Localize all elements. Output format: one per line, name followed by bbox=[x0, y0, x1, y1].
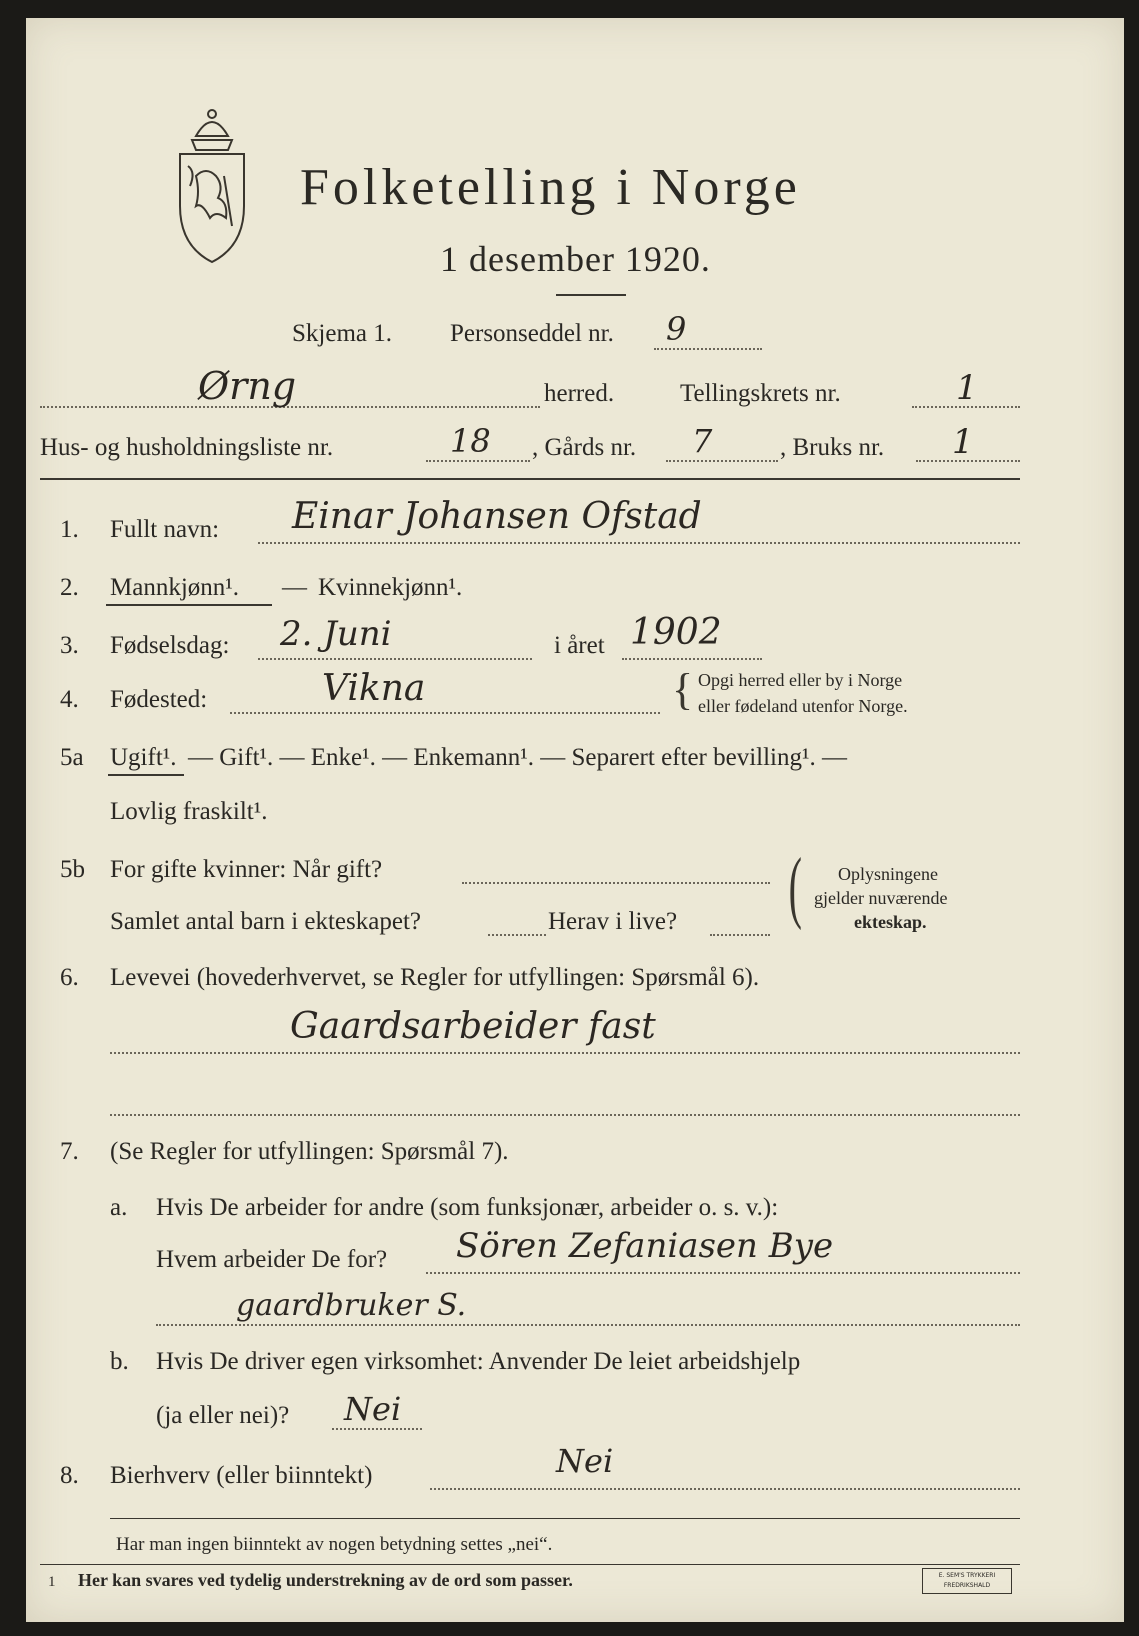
footnote-divider bbox=[40, 1564, 1020, 1565]
q7b-question: (ja eller nei)? bbox=[156, 1402, 290, 1429]
gards-label: , Gårds nr. bbox=[532, 434, 637, 461]
q1-label: Fullt navn: bbox=[110, 516, 220, 543]
q7a-question: Hvem arbeider De for? bbox=[156, 1246, 388, 1273]
q6-line-1 bbox=[110, 1052, 1020, 1054]
personseddel-value: 9 bbox=[666, 310, 687, 348]
q5a-number: 5a bbox=[60, 744, 84, 771]
q7a-line-1 bbox=[426, 1272, 1020, 1274]
q7a-employer-title: gaardbruker S. bbox=[236, 1288, 467, 1323]
skjema-label: Skjema 1. bbox=[292, 320, 392, 347]
footer-divider bbox=[110, 1518, 1020, 1519]
q6-label: Levevei (hovederhvervet, se Regler for utfyllingen: Spørsmål 6). bbox=[110, 964, 760, 991]
form-title: Folketelling i Norge bbox=[300, 159, 801, 216]
q7a-line-2 bbox=[156, 1324, 1020, 1326]
q7-number: 7. bbox=[60, 1138, 79, 1165]
q6-number: 6. bbox=[60, 964, 79, 991]
q4-note-line1: Opgi herred eller by i Norge bbox=[698, 670, 903, 690]
q5b-children-line bbox=[488, 934, 546, 936]
q7b-letter: b. bbox=[110, 1348, 129, 1375]
q5a-options: — Gift¹. — Enke¹. — Enkemann¹. — Separert efter bevilling¹. — bbox=[188, 744, 847, 771]
q5b-children-alive: Herav i live? bbox=[548, 908, 678, 935]
q3-line bbox=[258, 658, 532, 660]
q7b-text: Hvis De driver egen virksomhet: Anvender De leiet arbeidshjelp bbox=[156, 1348, 801, 1375]
coat-of-arms-icon bbox=[166, 106, 258, 266]
herred-value: Ørng bbox=[198, 364, 297, 408]
q2-male: Mannkjønn¹. bbox=[110, 574, 240, 601]
q2-female: Kvinnekjønn¹. bbox=[318, 574, 463, 601]
q8-line bbox=[430, 1488, 1020, 1490]
q7a-text: Hvis De arbeider for andre (som funksjonær, arbeider o. s. v.): bbox=[156, 1194, 779, 1221]
q7b-answer: Nei bbox=[344, 1390, 402, 1428]
q5b-alive-line bbox=[710, 934, 770, 936]
bruks-value: 1 bbox=[952, 422, 974, 462]
q5b-married-when: For gifte kvinner: Når gift? bbox=[110, 856, 383, 883]
footer-note: Har man ingen biinntekt av nogen betydning settes „nei“. bbox=[116, 1534, 553, 1555]
q4-note-line2: eller fødeland utenfor Norge. bbox=[698, 696, 908, 716]
q2-male-underline bbox=[106, 604, 272, 606]
q1-line bbox=[258, 542, 1020, 544]
q5b-note-3: ekteskap. bbox=[854, 912, 927, 932]
q4-number: 4. bbox=[60, 686, 79, 713]
tellingskrets-value: 1 bbox=[956, 368, 978, 408]
q3-label: Fødselsdag: bbox=[110, 632, 230, 659]
q8-label: Bierhverv (eller biinntekt) bbox=[110, 1462, 373, 1489]
q1-number: 1. bbox=[60, 516, 79, 543]
q4-birthplace: Vikna bbox=[322, 668, 426, 709]
footnote-number: 1 bbox=[48, 1574, 56, 1590]
gards-value: 7 bbox=[692, 422, 713, 460]
q7a-employer: Sören Zefaniasen Bye bbox=[456, 1226, 834, 1266]
q3-year-line bbox=[622, 658, 762, 660]
q5a-lovlig-fraskilt: Lovlig fraskilt¹. bbox=[110, 798, 268, 825]
husliste-value: 18 bbox=[450, 422, 491, 460]
personseddel-label: Personseddel nr. bbox=[450, 320, 614, 347]
q5b-married-line bbox=[462, 882, 770, 884]
husliste-line bbox=[426, 460, 530, 462]
q5b-note-2: gjelder nuværende bbox=[814, 888, 948, 908]
printer-stamp bbox=[922, 1568, 1012, 1594]
printer-stamp-line2: FREDRIKSHALD bbox=[943, 1582, 991, 1589]
q4-line bbox=[230, 712, 660, 714]
q5b-note-1: Oplysningene bbox=[838, 864, 938, 884]
q2-number: 2. bbox=[60, 574, 79, 601]
q5a-ugift: Ugift¹. bbox=[110, 744, 177, 771]
q3-number: 3. bbox=[60, 632, 79, 659]
q8-answer: Nei bbox=[556, 1442, 614, 1480]
printer-stamp-line1: E. SEM'S TRYKKERI bbox=[938, 1572, 996, 1579]
form-date: 1 desember 1920. bbox=[440, 239, 711, 279]
q7a-letter: a. bbox=[110, 1194, 128, 1221]
q5b-bracket: ( bbox=[788, 843, 802, 931]
q1-full-name: Einar Johansen Ofstad bbox=[292, 496, 702, 537]
title-divider bbox=[556, 294, 626, 296]
personseddel-line bbox=[654, 348, 762, 350]
header-divider bbox=[40, 478, 1020, 480]
q4-label: Fødested: bbox=[110, 686, 208, 713]
q4-brace: { bbox=[672, 665, 694, 714]
q5a-ugift-underline bbox=[108, 774, 184, 776]
q3-year-label: i året bbox=[554, 632, 605, 659]
bruks-label: , Bruks nr. bbox=[780, 434, 885, 461]
q6-occupation: Gaardsarbeider fast bbox=[290, 1006, 656, 1047]
q3-year: 1902 bbox=[630, 612, 722, 653]
q7b-line bbox=[332, 1428, 422, 1430]
q5b-number: 5b bbox=[60, 856, 85, 883]
q3-birthday: 2. Juni bbox=[280, 614, 392, 654]
q2-separator: — bbox=[282, 574, 307, 601]
husliste-label: Hus- og husholdningsliste nr. bbox=[40, 434, 334, 461]
census-form-sheet bbox=[26, 18, 1124, 1622]
q8-number: 8. bbox=[60, 1462, 79, 1489]
gards-line bbox=[666, 460, 778, 462]
q5b-children-total: Samlet antal barn i ekteskapet? bbox=[110, 908, 421, 935]
tellingskrets-label: Tellingskrets nr. bbox=[680, 380, 841, 407]
q6-line-2 bbox=[110, 1114, 1020, 1116]
footnote-text: Her kan svares ved tydelig understrekning av de ord som passer. bbox=[78, 1570, 573, 1590]
q7-label: (Se Regler for utfyllingen: Spørsmål 7). bbox=[110, 1138, 509, 1165]
herred-label: herred. bbox=[544, 380, 615, 407]
